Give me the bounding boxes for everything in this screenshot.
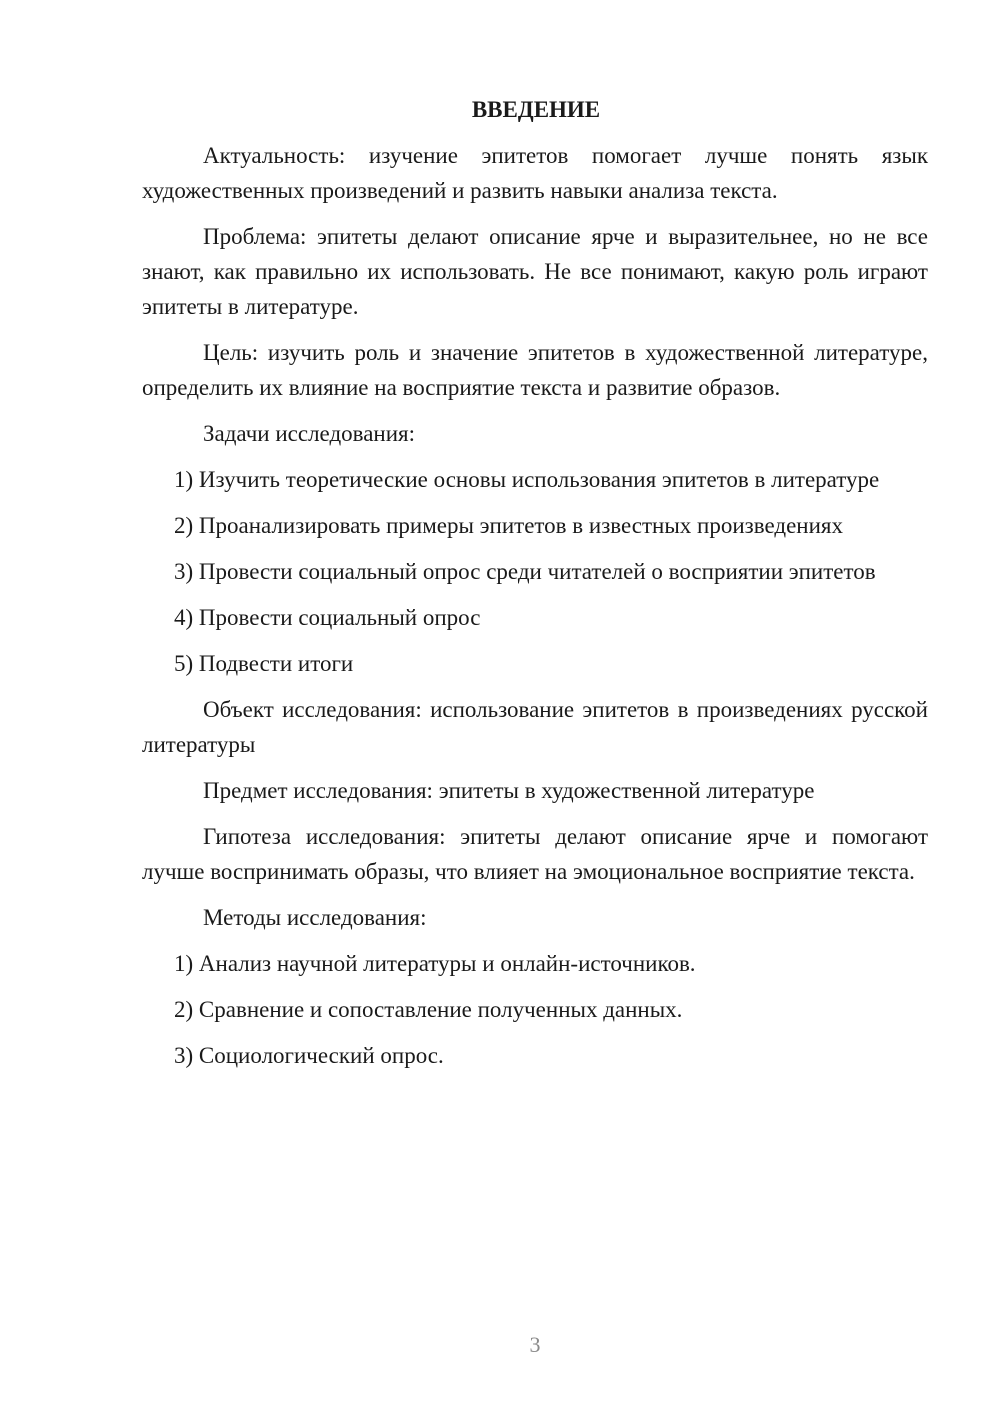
goal-paragraph: Цель: изучить роль и значение эпитетов в художественной литературе, определить их влияние на восприятие текста и развитие образов. xyxy=(142,340,928,400)
section-heading: ВВЕДЕНИЕ xyxy=(471,97,601,122)
method-item-3: 3) Социологический опрос. xyxy=(174,1043,444,1068)
problem-paragraph: Проблема: эпитеты делают описание ярче и выразительнее, но не все знают, как правильно их использовать. Не все понимают, какую роль играют эпитеты в литературе. xyxy=(142,224,928,319)
page-content xyxy=(142,92,928,1084)
hypothesis-paragraph: Гипотеза исследования: эпитеты делают описание ярче и помогают лучше воспринимать образы, что влияет на эмоциональное восприятие текста. xyxy=(142,824,928,884)
relevance-paragraph: Актуальность: изучение эпитетов помогает лучше понять язык художественных произведений и развить навыки анализа текста. xyxy=(142,143,928,203)
tasks-title: Задачи исследования: xyxy=(203,421,416,446)
method-item-1: 1) Анализ научной литературы и онлайн-источников. xyxy=(174,951,696,976)
task-item-2: 2) Проанализировать примеры эпитетов в известных произведениях xyxy=(174,513,843,538)
object-paragraph: Объект исследования: использование эпитетов в произведениях русской литературы xyxy=(142,697,928,757)
task-item-3: 3) Провести социальный опрос среди читателей о восприятии эпитетов xyxy=(174,559,876,584)
task-item-5: 5) Подвести итоги xyxy=(174,651,354,676)
method-item-2: 2) Сравнение и сопоставление полученных данных. xyxy=(174,997,683,1022)
subject-paragraph: Предмет исследования: эпитеты в художественной литературе xyxy=(203,778,815,803)
page-number: 3 xyxy=(529,1332,541,1357)
task-item-4: 4) Провести социальный опрос xyxy=(174,605,481,630)
task-item-1: 1) Изучить теоретические основы использования эпитетов в литературе xyxy=(174,467,880,492)
methods-title: Методы исследования: xyxy=(203,905,427,930)
